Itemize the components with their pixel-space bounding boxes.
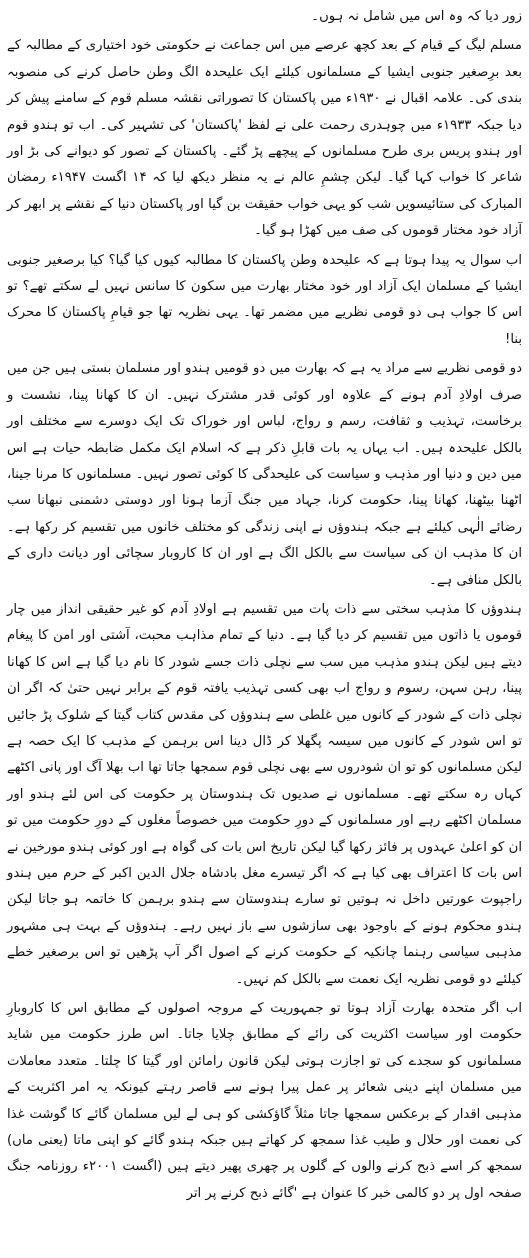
- paragraph-muslim-league-history: مسلم لیگ کے قیام کے بعد کچھ عرصے میں اس جماعت نے حکومتی خود اختیاری کے مطالبہ کے بعد برِصغیر جنوبی ایشیا کے مسلمانوں کیلئے ایک علیحدہ الگ وطن حاصل کرنے کی منصوبہ بندی کی۔ علامہ اقبال نے ۱۹۳۰ء میں پاکستان کا تصوراتی نقشہ مسلم قوم کے سامنے پیش کر دیا جبکہ ۱۹۳۳ء میں چوہدری رحمت علی نے لفظ 'پاکستان' کی تشہیر کی۔ اب تو ہندو قوم اور ہندو پریس بری طرح مسلمانوں کے پیچھے پڑ گئے۔ پاکستان کے تصور کو دیوانے کی بڑ اور شاعر کا خواب کہا گیا۔ لیکن چشمِ عالم نے یہ منظر دیکھ لیا کہ ۱۴ اگست ۱۹۴۷ء رمضان المبارک کی ستائیسویں شب کو یہی خواب حقیقت بن گیا اور پاکستان دنیا کے نقشے پر ابھر کر آزاد خود مختار قوموں کی صف میں کھڑا ہو گیا۔: [7, 38, 522, 239]
- paragraph-caste-system: ہندوؤں کا مذہب سختی سے ذات پات میں تقسیم ہے اولادِ آدم کو غیر حقیقی انداز میں چار قوموں یا ذاتوں میں تقسیم کر دیا گیا ہے۔ دنیا کے تمام مذاہب محبت، آشتی اور امن کا پیغام دیتے ہیں لیکن ہندو مذہب میں سب سے نچلی ذات جسے شودر کا نام دیا گیا ہے اس کا کھانا پینا، رہن سہن، رسوم و رواج اب بھی کسی تہذیب یافتہ قوم کے برابر نہیں حتیٰ کہ اگر ان نچلی ذات کے شودر کے کانوں میں غلطی سے ہندوؤں کی مقدس کتاب گیتا کے شلوک پڑ جائیں تو اس شودر کے کانوں میں سیسہ پگھلا کر ڈال دینا اس برہمن کے مذہب کا ایک حصہ ہے لیکن مسلمانوں کو تو ان شودروں سے بھی نچلی قوم سمجھا جاتا تھا اب بھلا آگ اور پانی اکٹھے کہاں رہ سکتے تھے۔ مسلمانوں نے صدیوں تک ہندوستان پر حکومت کی اس لئے ہندو اور مسلمان اکٹھے رہے اور مسلمانوں کے دورِ حکومت میں خصوصاً مغلوں کے دورِ حکومت میں تو ان کو اعلیٰ عہدوں پر فائز رکھا گیا لیکن تاریخ اس بات کی گواہ ہے اور کوئی ہندو مورخین نے اس بات کا اعتراف بھی کیا ہے کہ اگر تیسرے مغل بادشاہ جلال الدین اکبر کے حرم میں ہندو راجپوت عورتیں داخل نہ ہوتیں تو سارے ہندوستان سے ہندو برہمن کا خاتمہ ہو جاتا لیکن ہندو محکوم ہونے کے باوجود بھی سازشوں سے باز نہیں رہے۔ ہندوؤں کے بہت ہی مشہور مذہبی سیاسی رہنما چانکیہ کے حکومت کرنے کے اصول اگر آپ پڑھیں تو اس برصغیر خطے کیلئے دو قومی نظریہ ایک نعمت سے بالکل کم نہیں۔: [7, 601, 522, 987]
- paragraph-two-nation-theory: دو قومی نظریے سے مراد یہ ہے کہ بھارت میں دو قومیں ہندو اور مسلمان بستی ہیں جن میں صرف اولادِ آدم ہونے کے علاوہ اور کوئی قدر مشترک نہیں۔ ان کا کھانا پینا، نشست و برخاست، تہذیب و ثقافت، رسم و رواج، لباس اور خوراک تک ایک دوسرے سے مختلف اور بالکل علیحدہ ہیں۔ اب یہاں یہ بات قابلِ ذکر ہے کہ اسلام ایک مکمل ضابطہ حیات ہے اس میں دین و دنیا اور مذہب و سیاست کی علیحدگی کا کوئی تصور نہیں۔ مسلمانوں کا مرنا جینا، اٹھنا بیٹھنا، کھانا پینا، حکومت کرنا، جہاد میں جنگ آزما ہونا اور دوستی دشمنی نبھانا سب رضائے الٰہی کیلئے ہے جبکہ ہندوؤں نے اپنی زندگی کو مختلف خانوں میں تقسیم کر رکھا ہے۔ ان کا مذہب ان کی سیاست سے بالکل الگ ہے اور ان کا کاروبار سچائی اور دیانت داری کے بالکل منافی ہے۔: [7, 361, 522, 588]
- paragraph-united-india: اب اگر متحدہ بھارت آزاد ہوتا تو جمہوریت کے مروجہ اصولوں کے مطابق اس کا کاروبارِ حکومت اور سیاست اکثریت کی رائے کے مطابق چلایا جاتا۔ اس طرز حکومت میں شاید مسلمانوں کو سجدے کی تو اجازت ہوتی لیکن قانون رامائن اور گیتا کا چلتا۔ متعدد معاملات میں مسلمان اپنے دینی شعائر پر عمل پیرا ہونے سے قاصر رہتے کیونکہ یہ امر اکثریت کے مذہبی اقدار کے برعکس سمجھا جاتا مثلاً گاؤکشی کو ہی لے لیں مسلمان گائے کا گوشت غذا کی نعمت اور حلال و طیب غذا سمجھ کر کھاتے ہیں جبکہ ہندو گائے کو اپنی ماتا (یعنی ماں) سمجھ کر اسے ذبح کرنے والوں کے گلوں پر چھری پھیر دیتے ہیں (اگست ۲۰۰۱ء روزنامہ جنگ صفحہ اول پر دو کالمی خبر کا عنوان ہے 'گائے ذبح کرنے پر اتر: [7, 1001, 523, 1201]
- paragraph-question: اب سوال یہ پیدا ہوتا ہے کہ علیحدہ وطن پاکستان کا مطالبہ کیوں کیا گیا؟ کیا برصغیر جنوبی ایشیا کے مسلمان ایک آزاد اور خود مختار بھارت میں سکون کا سانس نہیں لے سکتے تھے؟ تو اس کا جواب ہی دو قومی نظریے میں مضمر تھا۔ یہی نظریہ تھا جو قیامِ پاکستان کا محرک بنا!: [7, 252, 522, 347]
- paragraph-opening-line: زور دیا کہ وہ اس میں شامل نہ ہوں۔: [311, 9, 522, 24]
